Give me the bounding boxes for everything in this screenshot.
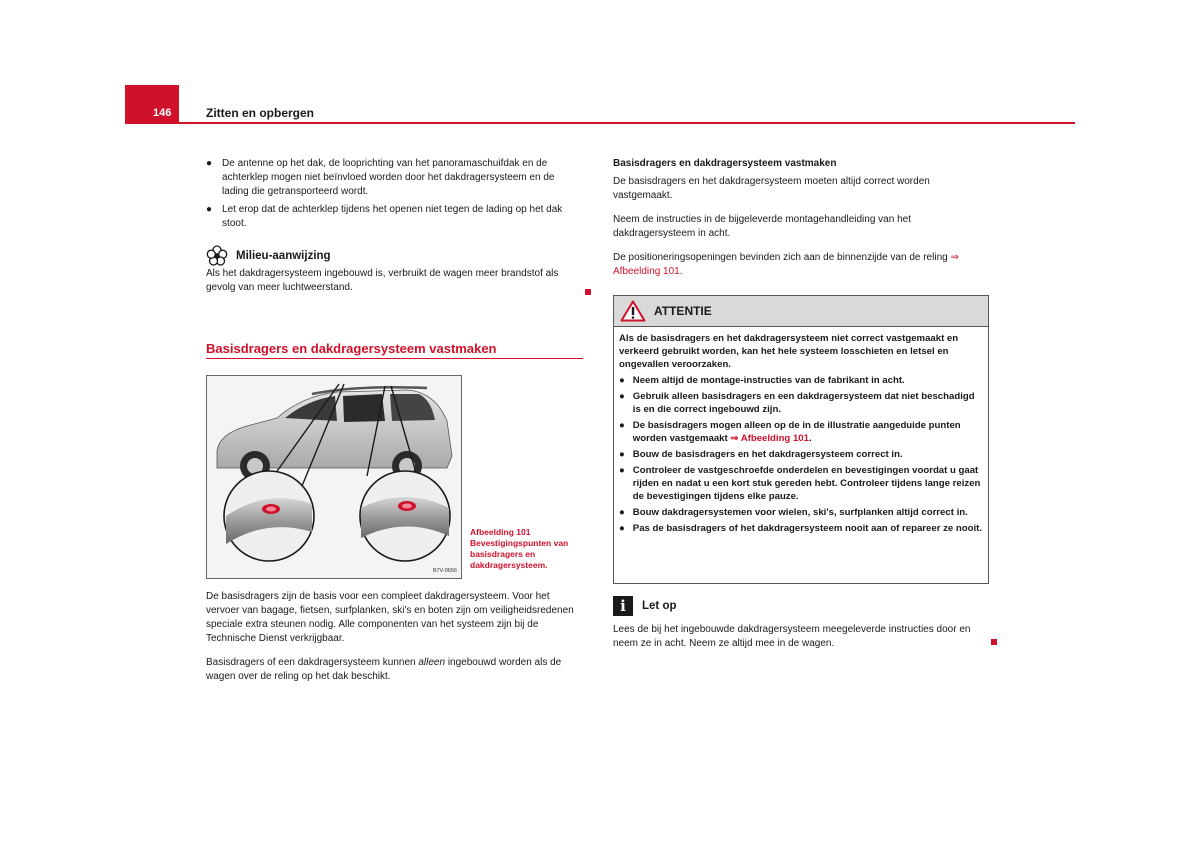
left-lower-text	[206, 590, 582, 694]
bullet-text: De antenne op het dak, de looprichting van het panoramaschuifdak en de achterklep mogen niet beïnvloed worden door het dakdragersysteem en de lading die getransporteerd wordt.	[222, 158, 555, 197]
paragraph: Neem de instructies in de bijgeleverde montagehandleiding van het dakdragersysteem in acht.	[613, 214, 911, 239]
warning-header	[614, 296, 988, 327]
text-segment: De basisdragers mogen alleen op de in de illustratie aangeduide punten worden vastgemaakt	[632, 420, 961, 444]
figure-link[interactable]: ⇒ Afbeelding 101	[730, 433, 809, 444]
section-end-mark	[585, 289, 591, 295]
bullet-text: Gebruik alleen basisdragers en een dakdragersysteem dat niet beschadigd is en die correct ingebouwd zijn.	[632, 391, 975, 415]
list-item	[619, 419, 983, 445]
warning-triangle-icon	[620, 300, 646, 322]
figure-caption: Afbeelding 101 Bevestigingspunten van basisdragers en dakdragersysteem.	[470, 527, 569, 570]
bullet-text: Controleer de vastgeschroefde onderdelen en bevestigingen voordat u gaat rijden en nadat u een kort stuk gereden hebt. Controleer tijdens lange reizen de bevestigingen tijdens elke pauze.	[632, 465, 981, 502]
bullet-text: Let erop dat de achterklep tijdens het openen niet tegen de lading op het dak stoot.	[222, 204, 563, 229]
warning-body	[614, 327, 988, 535]
bullet-text: Pas de basisdragers of het dakdragersysteem nooit aan of repareer ze nooit.	[632, 523, 983, 534]
env-note-text: Als het dakdragersysteem ingebouwd is, verbruikt de wagen meer brandstof als gevolg van meer luchtweerstand.	[206, 268, 559, 293]
list-item	[619, 464, 983, 503]
car-roof-figure	[206, 375, 462, 579]
bullet-dot: ●	[206, 158, 213, 169]
bullet-dot: ●	[619, 391, 625, 402]
list-item	[619, 374, 983, 387]
bullet-dot: ●	[619, 375, 625, 386]
note-heading	[613, 596, 677, 616]
figure-code: B7V-0656	[432, 568, 457, 574]
text-segment: ingebouwd worden als de wagen over de reling op het dak beschikt.	[206, 657, 562, 682]
bullet-text: Bouw dakdragersystemen voor wielen, ski's, surfplanken altijd correct in.	[632, 507, 968, 518]
text-segment: .	[679, 266, 683, 277]
left-column	[206, 157, 582, 305]
note-text: Lees de bij het ingebouwde dakdragersysteem meegeleverde instructies door en neem ze in acht. Neem ze altijd mee in de wagen.	[613, 624, 971, 649]
paragraph: De basisdragers en het dakdragersysteem moeten altijd correct worden vastgemaakt.	[613, 176, 930, 201]
note-title: Let op	[642, 600, 677, 612]
bullet-dot: ●	[619, 465, 625, 476]
bullet-dot: ●	[619, 449, 625, 460]
bullet-text: Bouw de basisdragers en het dakdragersysteem correct in.	[632, 449, 903, 460]
subheading: Basisdragers en dakdragersysteem vastmaken	[613, 158, 837, 169]
emphasis: alleen	[418, 657, 446, 668]
text-segment: De positioneringsopeningen bevinden zich aan de binnenzijde van de reling	[613, 252, 951, 263]
env-note-heading	[206, 245, 582, 267]
bullet-dot: ●	[619, 420, 625, 431]
text-segment: Basisdragers of een dakdragersysteem kunnen	[206, 657, 419, 668]
section-title: Basisdragers en dakdragersysteem vastmaken	[206, 341, 497, 356]
info-icon: i	[613, 596, 633, 616]
warning-intro: Als de basisdragers en het dakdragersysteem niet correct vastgemaakt en verkeerd gebruikt worden, kan het hele systeem losschieten en letsel en ongevallen veroorzaken.	[619, 333, 959, 370]
list-item	[206, 203, 582, 231]
right-column	[613, 157, 989, 289]
warning-box	[613, 295, 989, 584]
paragraph	[206, 656, 582, 684]
header-divider	[125, 122, 1075, 124]
flower-icon	[206, 245, 228, 267]
bullet-dot: ●	[619, 507, 625, 518]
list-item	[619, 522, 983, 535]
text-segment: .	[808, 433, 812, 444]
bullet-dot: ●	[619, 523, 625, 534]
figure-link[interactable]: ⇒ Afbeelding 101	[613, 252, 959, 277]
section-divider	[206, 358, 583, 359]
section-end-mark	[991, 639, 997, 645]
list-item	[619, 448, 983, 461]
page-number: 146	[153, 107, 172, 119]
env-note-title: Milieu-aanwijzing	[236, 250, 331, 262]
car-illustration	[207, 376, 462, 579]
bullet-text	[633, 419, 983, 445]
chapter-title: Zitten en opbergen	[206, 106, 314, 120]
warning-title: ATTENTIE	[654, 304, 712, 318]
list-item	[206, 157, 582, 199]
bullet-dot: ●	[206, 204, 213, 215]
bullet-text: Neem altijd de montage-instructies van de fabrikant in acht.	[632, 375, 905, 386]
paragraph: De basisdragers zijn de basis voor een compleet dakdragersysteem. Voor het vervoer van bagage, fietsen, surfplanken, ski's en boten zijn om veiligheidsredenen speciale extra steunen nodig. Alle componenten van het systeem zijn bij de Technische Dienst verkrijgbaar.	[206, 591, 574, 644]
list-item	[619, 390, 983, 416]
list-item	[619, 506, 983, 519]
paragraph	[613, 251, 989, 279]
